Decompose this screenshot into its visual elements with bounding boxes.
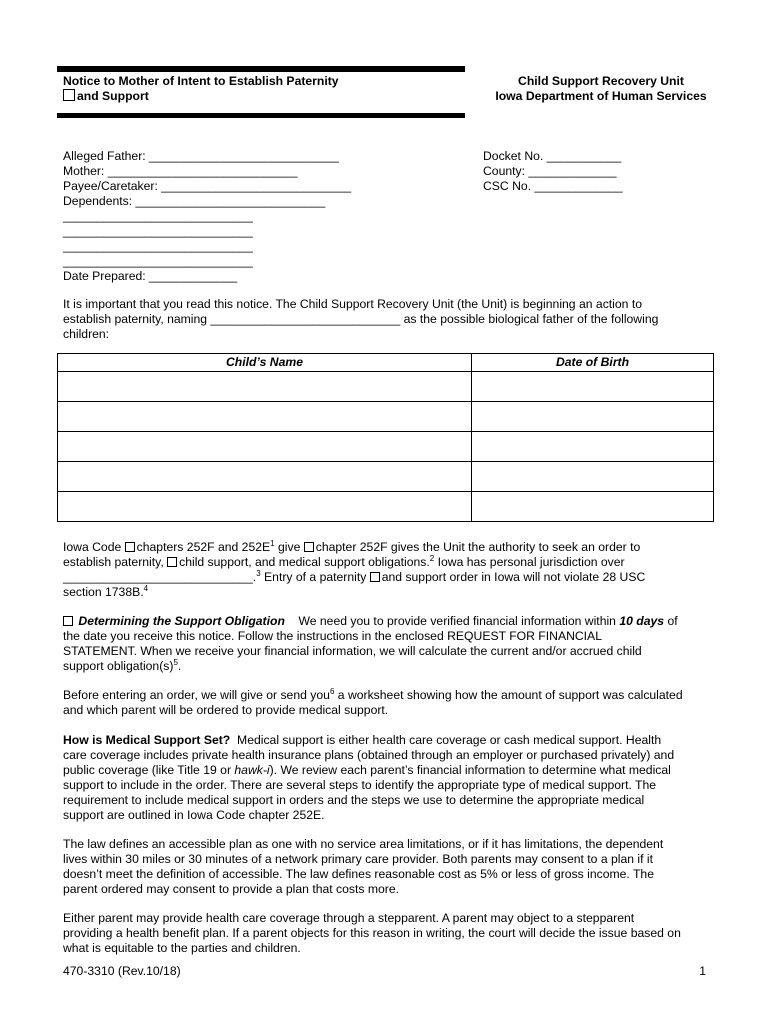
medical-line	[63, 763, 715, 778]
text: Iowa has personal jurisdiction over	[437, 555, 625, 569]
stepparent-line: Either parent may provide health care coverage through a stepparent. A parent may object to a stepparent	[63, 911, 635, 925]
notice-title-line1: Notice to Mother of Intent to Establish Paternity	[63, 74, 339, 88]
child-dob-cell[interactable]	[472, 462, 714, 492]
medical-line: support to include in the order. There are several steps to identify the appropriate type of medical support. The	[63, 778, 657, 792]
support-obligation-checkbox[interactable]	[63, 616, 73, 626]
hawki-term: hawk-i	[234, 763, 270, 777]
accessible-line: parent ordered may consent to provide a plan that costs more.	[63, 882, 400, 896]
agency-department: Iowa Department of Human Services	[495, 89, 707, 103]
child-name-cell[interactable]	[58, 372, 472, 402]
footnote-ref: 2	[429, 553, 435, 563]
dependent-blank-1[interactable]: ____________________________	[63, 209, 253, 223]
dependents-field[interactable]: Dependents: ____________________________	[63, 194, 326, 208]
notice-title	[63, 74, 463, 104]
agency-block	[470, 74, 732, 104]
text: Entry of a paternity	[264, 570, 367, 584]
text: child support, and medical support obligations.	[179, 555, 430, 569]
chapter-checkbox-a[interactable]	[125, 542, 135, 552]
child-dob-cell[interactable]	[472, 372, 714, 402]
table-row	[58, 402, 714, 432]
text: Before entering an order, we will give or send you	[63, 688, 330, 702]
text: public coverage (like Title 19 or	[63, 763, 231, 777]
docket-field[interactable]: Docket No. ___________	[483, 149, 622, 163]
support-obligation-paragraph	[63, 614, 715, 674]
children-table	[57, 353, 714, 522]
header-bottom-rule	[57, 113, 465, 118]
footnote-ref: 1	[270, 538, 275, 548]
page-number: 1	[699, 964, 706, 978]
csc-field[interactable]: CSC No. _____________	[483, 179, 623, 193]
dependent-blank-2[interactable]: ____________________________	[63, 224, 253, 238]
text: and support order in Iowa will not violate 28 USC	[381, 570, 646, 584]
stepparent-paragraph	[63, 911, 715, 956]
table-row	[58, 372, 714, 402]
deadline-days: 10 days	[619, 614, 665, 628]
child-name-cell[interactable]	[58, 402, 472, 432]
form-number: 470-3310 (Rev.10/18)	[63, 964, 181, 978]
col-childs-name: Child’s Name	[58, 354, 472, 372]
iowa-code-line	[63, 555, 715, 570]
child-name-cell[interactable]	[58, 432, 472, 462]
stepparent-line: what is equitable to the parties and children.	[63, 941, 301, 955]
medical-line: support are outlined in Iowa Code chapter 252E.	[63, 808, 325, 822]
accessible-line: lives within 30 miles or 30 minutes of a network primary care provider. Both parents may consent to a plan if it	[63, 852, 654, 866]
intro-line: children:	[63, 327, 110, 341]
child-dob-cell[interactable]	[472, 402, 714, 432]
agency-unit: Child Support Recovery Unit	[518, 74, 684, 88]
iowa-code-line	[63, 585, 715, 600]
text: support obligation(s)	[63, 659, 174, 673]
text: chapters 252F and 252E	[136, 540, 271, 554]
payee-field[interactable]: Payee/Caretaker: ____________________________	[63, 179, 352, 193]
accessible-line: doesn’t meet the definition of accessible. The law defines reasonable cost as 5% or less of gross income. The	[63, 867, 654, 881]
dependent-blank-3[interactable]: ____________________________	[63, 239, 253, 253]
intro-line: It is important that you read this notice. The Child Support Recovery Unit (the Unit) is beginning an action to	[63, 297, 642, 311]
medical-line	[63, 733, 715, 748]
footnote-ref: 4	[143, 583, 149, 593]
county-field[interactable]: County: _____________	[483, 164, 617, 178]
text: Iowa Code	[63, 540, 122, 554]
accessible-plan-paragraph	[63, 837, 715, 897]
child-support-checkbox[interactable]	[167, 557, 177, 567]
child-name-cell[interactable]	[58, 492, 472, 522]
iowa-code-line	[63, 570, 715, 585]
footnote-ref: 6	[329, 686, 335, 696]
table-row	[58, 432, 714, 462]
text: We need you to provide verified financial information within	[298, 614, 616, 628]
case-fields	[483, 149, 733, 194]
child-dob-cell[interactable]	[472, 492, 714, 522]
child-dob-cell[interactable]	[472, 432, 714, 462]
support-obligation-line	[63, 614, 715, 629]
text: chapter 252F gives the Unit the authority to seek an order to	[315, 540, 641, 554]
worksheet-line	[63, 688, 715, 703]
text: give	[277, 540, 301, 554]
footnote-ref: 5	[173, 657, 178, 667]
support-obligation-line: the date you receive this notice. Follow the instructions in the enclosed REQUEST FOR FINANCIAL	[63, 629, 602, 643]
worksheet-paragraph	[63, 688, 715, 718]
medical-line: care coverage includes private health insurance plans (obtained through an employer or purchased privately) and	[63, 748, 675, 762]
footnote-ref: 3	[256, 568, 261, 578]
iowa-code-line	[63, 540, 715, 555]
text: ). We review each parent’s financial information to determine what medical	[269, 763, 671, 777]
child-name-cell[interactable]	[58, 462, 472, 492]
dependent-blank-4[interactable]: ____________________________	[63, 254, 253, 268]
header-top-rule	[57, 66, 465, 72]
worksheet-line: and which parent will be ordered to provide medical support.	[63, 703, 389, 717]
medical-support-heading: How is Medical Support Set?	[63, 733, 231, 747]
support-obligation-heading: Determining the Support Obligation	[78, 614, 285, 628]
paternity-checkbox[interactable]	[370, 572, 380, 582]
support-obligation-line	[63, 659, 715, 674]
support-obligation-line: STATEMENT. When we receive your financial information, we will calculate the current and/or accrued child	[63, 644, 642, 658]
table-row	[58, 492, 714, 522]
notice-title-line2: and Support	[77, 89, 149, 103]
text: of	[667, 614, 678, 628]
mother-field[interactable]: Mother: ____________________________	[63, 164, 298, 178]
col-date-of-birth: Date of Birth	[472, 354, 714, 372]
title-checkbox[interactable]	[63, 89, 75, 101]
iowa-code-paragraph	[63, 540, 715, 600]
chapter-checkbox-b[interactable]	[304, 542, 314, 552]
medical-line: requirement to include medical support in orders and the steps we use to determine the appropriate medical	[63, 793, 645, 807]
text: a worksheet showing how the amount of support was calculated	[337, 688, 683, 702]
accessible-line: The law defines an accessible plan as one with no service area limitations, or if it has limitations, the dependent	[63, 837, 664, 851]
date-prepared-field[interactable]: Date Prepared: _____________	[63, 269, 238, 283]
text: establish paternity,	[63, 555, 164, 569]
alleged-father-field[interactable]: Alleged Father: ____________________________	[63, 149, 339, 163]
jurisdiction-blank[interactable]: ____________________________.	[63, 570, 257, 584]
text: section 1738B.	[63, 585, 144, 599]
stepparent-line: providing a health benefit plan. If a parent objects for this reason in writing, the court will decide the issue based on	[63, 926, 681, 940]
intro-line: establish paternity, naming ____________________________ as the possible biological father of the following	[63, 312, 659, 326]
text: Medical support is either health care coverage or cash medical support. Health	[237, 733, 662, 747]
intro-paragraph	[63, 297, 715, 342]
table-row	[58, 462, 714, 492]
medical-support-paragraph	[63, 733, 715, 823]
party-fields	[63, 149, 473, 284]
text: .	[177, 659, 182, 673]
